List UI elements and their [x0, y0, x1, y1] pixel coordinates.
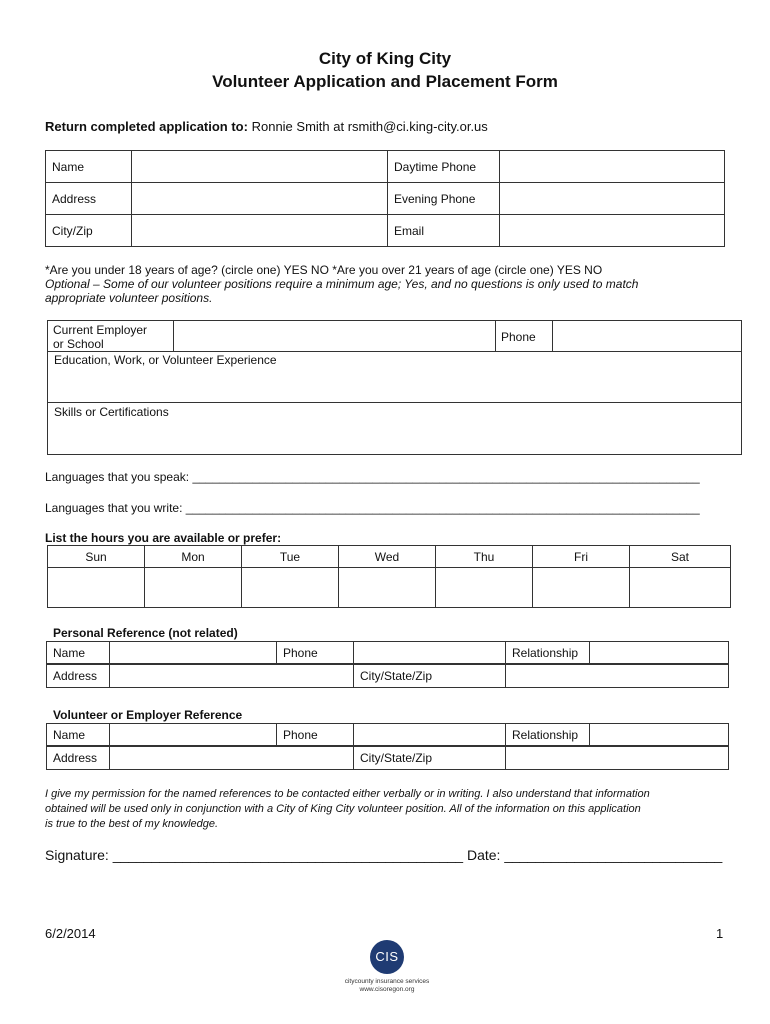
- evening-phone-field[interactable]: [500, 183, 725, 215]
- day-header: Sun: [48, 546, 145, 568]
- sat-hours-field[interactable]: [630, 568, 731, 608]
- ref1-phone-field[interactable]: [354, 642, 506, 665]
- personal-reference-heading: Personal Reference (not related): [53, 626, 238, 640]
- employer-label-line1: Current Employer: [53, 323, 148, 337]
- city-zip-label: City/Zip: [46, 215, 132, 247]
- day-header: Fri: [533, 546, 630, 568]
- email-field[interactable]: [500, 215, 725, 247]
- page-number: 1: [716, 926, 724, 941]
- wed-hours-field[interactable]: [339, 568, 436, 608]
- day-header: Tue: [242, 546, 339, 568]
- ref1-phone-label: Phone: [277, 642, 354, 665]
- return-contact: Ronnie Smith at rsmith@ci.king-city.or.us: [251, 119, 488, 134]
- experience-field[interactable]: [49, 368, 740, 401]
- skills-label: Skills or Certifications: [54, 405, 169, 419]
- ref2-address-label: Address: [47, 746, 110, 770]
- thu-hours-field[interactable]: [436, 568, 533, 608]
- evening-phone-label: Evening Phone: [388, 183, 500, 215]
- ref1-address-label: Address: [47, 664, 110, 688]
- employer-phone-label: Phone: [501, 330, 536, 344]
- signature-line[interactable]: Signature: _____________________________________________ Date: ____________________________: [45, 847, 723, 863]
- day-header: Wed: [339, 546, 436, 568]
- email-label: Email: [388, 215, 500, 247]
- day-header: Sat: [630, 546, 731, 568]
- employer-phone-field[interactable]: [554, 322, 740, 350]
- fri-hours-field[interactable]: [533, 568, 630, 608]
- employer-label-line2: or School: [53, 337, 104, 351]
- address-input[interactable]: [132, 191, 387, 206]
- mon-hours-field[interactable]: [145, 568, 242, 608]
- day-header: Thu: [436, 546, 533, 568]
- ref2-phone-field[interactable]: [354, 724, 506, 747]
- ref2-name-field[interactable]: [110, 724, 277, 747]
- daytime-phone-input[interactable]: [500, 159, 724, 174]
- daytime-phone-field[interactable]: [500, 151, 725, 183]
- return-instructions: [45, 119, 488, 134]
- personal-reference-table: [46, 641, 729, 665]
- ref1-city-field[interactable]: [506, 664, 729, 688]
- ref2-city-field[interactable]: [506, 746, 729, 770]
- personal-reference-table-row2: [46, 663, 729, 688]
- form-title: City of King City: [318, 49, 452, 68]
- name-field[interactable]: [132, 151, 388, 183]
- footer-date: 6/2/2014: [45, 926, 96, 941]
- age-question: *Are you under 18 years of age? (circle one) YES NO *Are you over 21 years of age (circle one) YES NO: [45, 263, 603, 277]
- ref1-relationship-field[interactable]: [590, 642, 729, 665]
- languages-write[interactable]: Languages that you write: _____________________________________________________________________________: [45, 501, 700, 515]
- address-field[interactable]: [132, 183, 388, 215]
- employer-reference-table: [46, 723, 729, 747]
- hours-heading: List the hours you are available or prefer:: [45, 531, 282, 545]
- ref2-address-field[interactable]: [110, 746, 354, 770]
- employer-field[interactable]: [175, 322, 493, 350]
- permission-line2: obtained will be used only in conjunction with a City of King City volunteer position. All of the information on this application: [45, 803, 641, 815]
- tue-hours-field[interactable]: [242, 568, 339, 608]
- skills-field[interactable]: [49, 420, 740, 454]
- ref2-phone-label: Phone: [277, 724, 354, 747]
- ref1-relationship-label: Relationship: [506, 642, 590, 665]
- experience-label: Education, Work, or Volunteer Experience: [54, 353, 277, 367]
- day-header: Mon: [145, 546, 242, 568]
- ref2-city-label: City/State/Zip: [354, 746, 506, 770]
- ref2-relationship-label: Relationship: [506, 724, 590, 747]
- ref1-city-label: City/State/Zip: [354, 664, 506, 688]
- address-label: Address: [46, 183, 132, 215]
- permission-line1: I give my permission for the named references to be contacted either verbally or in writing. I also understand that information: [45, 788, 650, 800]
- return-label: Return completed application to:: [45, 119, 248, 134]
- name-input[interactable]: [132, 159, 387, 174]
- city-zip-field[interactable]: [132, 215, 388, 247]
- employment-section: [47, 320, 742, 455]
- email-input[interactable]: [500, 223, 724, 238]
- ref1-name-label: Name: [47, 642, 110, 665]
- logo-caption: citycounty insurance services: [344, 978, 430, 985]
- ref1-address-field[interactable]: [110, 664, 354, 688]
- cis-logo-icon: CIS: [370, 940, 404, 974]
- contact-table: [45, 150, 725, 247]
- daytime-phone-label: Daytime Phone: [388, 151, 500, 183]
- employer-reference-heading: Volunteer or Employer Reference: [53, 708, 243, 722]
- sun-hours-field[interactable]: [48, 568, 145, 608]
- hours-table: [47, 545, 731, 608]
- form-subtitle: Volunteer Application and Placement Form: [212, 72, 558, 91]
- age-note-line2: appropriate volunteer positions.: [45, 291, 213, 305]
- ref2-name-label: Name: [47, 724, 110, 747]
- employer-reference-table-row2: [46, 745, 729, 770]
- name-label: Name: [46, 151, 132, 183]
- permission-line3: is true to the best of my knowledge.: [45, 818, 219, 830]
- evening-phone-input[interactable]: [500, 191, 724, 206]
- ref1-name-field[interactable]: [110, 642, 277, 665]
- logo-url: www.cisoregon.org: [359, 986, 415, 993]
- ref2-relationship-field[interactable]: [590, 724, 729, 747]
- age-note-line1: Optional – Some of our volunteer positions require a minimum age; Yes, and no questions is only used to match: [45, 277, 639, 291]
- languages-speak[interactable]: Languages that you speak: ____________________________________________________________________________: [45, 470, 700, 484]
- city-zip-input[interactable]: [132, 223, 387, 238]
